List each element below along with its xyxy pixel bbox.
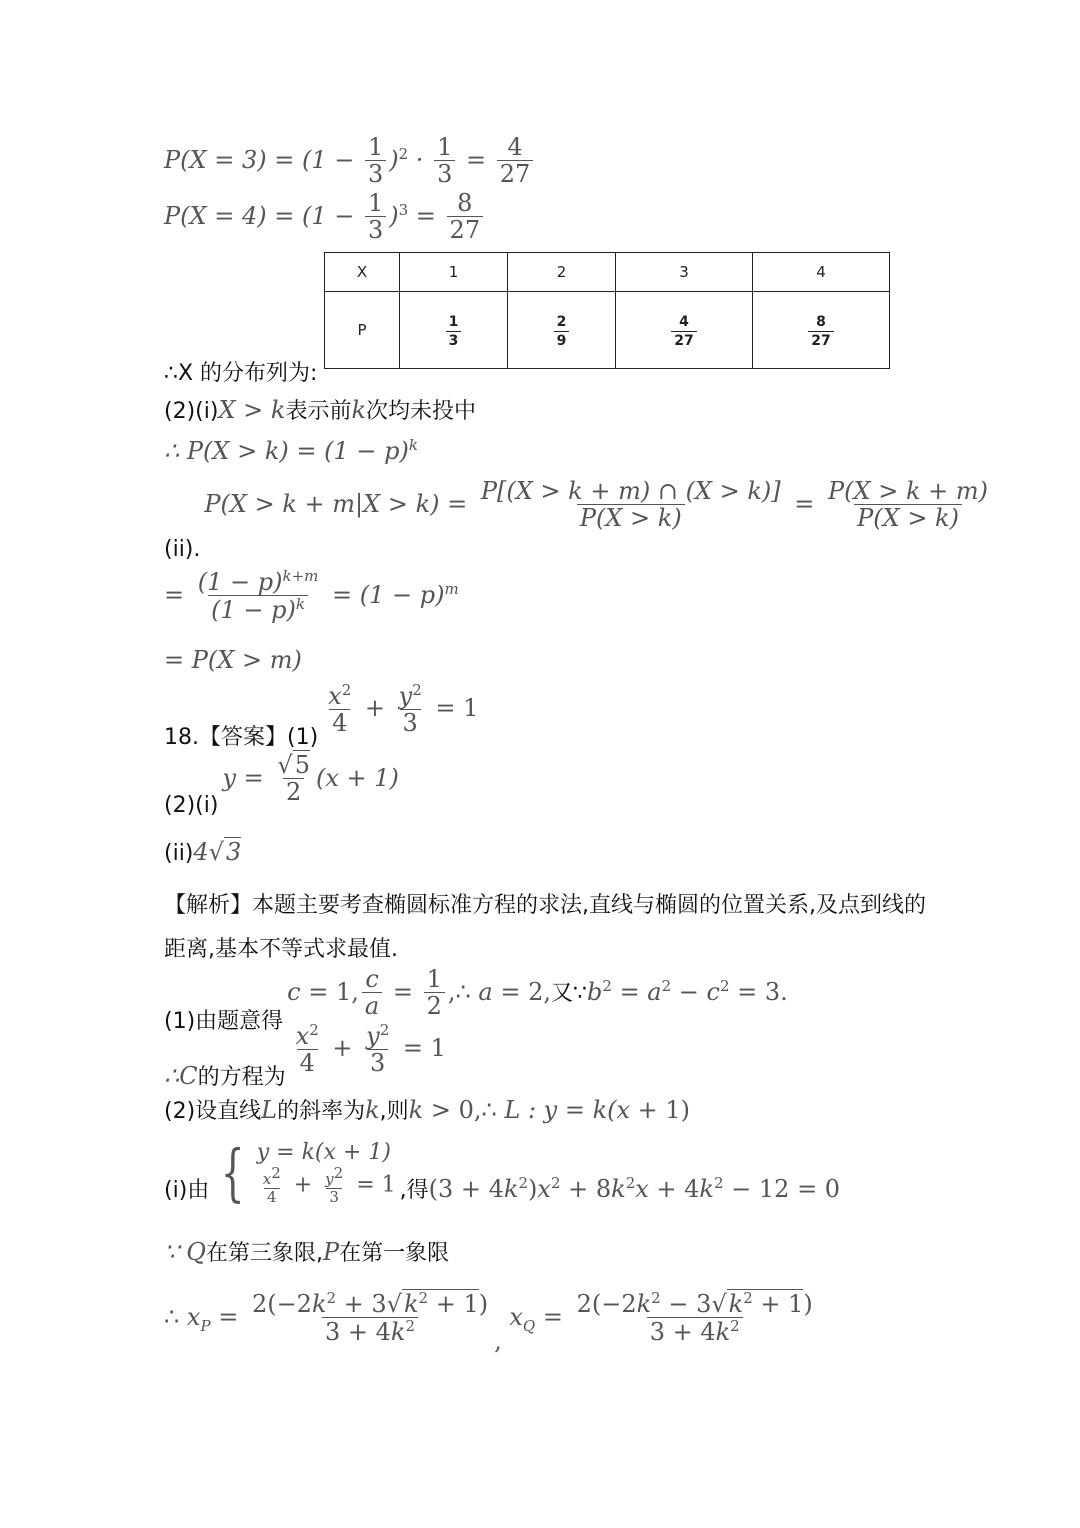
formula-xp-xq: ∴ $x_P$ = $\frac{2(-2k^2 + 3√k^2 + 1)}{3 + 4k^2}$ , $x_Q$ = $\frac{2(-2k^2 - 3√k^2 + 1)}{3 + 4k^2}$ — [164, 1289, 813, 1355]
formula-result: = P(X > m) — [164, 646, 302, 674]
q18-answer-2i: (2)(i) y = $\frac{√5}{2}$ (x + 1) — [164, 751, 399, 818]
table-header-cell: 2 — [508, 253, 616, 292]
part-label: (i)由 — [164, 1177, 210, 1203]
text: 的斜率为 — [277, 1099, 366, 1124]
part-label: (ii) — [164, 841, 194, 866]
text: 在第三象限, — [205, 1241, 323, 1266]
table-cell — [616, 292, 753, 369]
formula-p-greater-k: ∴ $P(X > k) = (1 - p)^k$ — [164, 436, 418, 465]
part-label: (ii). — [164, 536, 201, 562]
table-header-row — [325, 253, 890, 292]
text: 又∵ — [551, 980, 587, 1006]
text: 次均未投中 — [366, 399, 477, 424]
table-cell — [753, 292, 890, 369]
text: 的方程为 — [197, 1065, 286, 1091]
step1-conclusion: ∴C的方程为 $\frac{x^2}{4}$ + $\frac{y^2}{3}$ = 1 — [164, 1021, 446, 1091]
fraction-denominator: 9 — [554, 331, 570, 349]
text: ,得 — [399, 1177, 429, 1203]
text: ,则 — [379, 1099, 409, 1124]
table-header-cell: 4 — [753, 253, 890, 292]
fraction-numerator: 1 — [448, 313, 459, 330]
table-header-cell: 3 — [616, 253, 753, 292]
step1-line: (1)由题意得 c = 1, $\frac{c}{a}$ = $\frac{1}{2}$ ,∴ a = 2,又$\because b^2 = a^2 - c^2 = 3$. — [164, 965, 788, 1034]
q18-answer-2ii: (ii)4√3 — [164, 838, 242, 866]
part2ii-line: (ii). P(X > k + m|X > k) = $\frac{P[(X > k + m) \cap (X > k)]}{P(X > k)}$ = $\frac{P(X > k + m)}{P(X > k)}$ — [164, 477, 989, 562]
fraction-numerator: 4 — [679, 313, 689, 330]
fraction-denominator: 3 — [446, 331, 462, 349]
answer-label: 18.【答案】(1) — [164, 725, 319, 751]
left-brace-icon: { — [221, 1135, 245, 1209]
text: (1)由题意得 — [164, 1008, 284, 1034]
table-cell — [400, 292, 508, 369]
formula-px4: P(X = 4) = (1 − $\frac{1}{3}$ )$^3$ = $\frac{8}{27}$ — [164, 190, 486, 245]
fraction-numerator: 8 — [816, 313, 826, 330]
analysis-line-2: 距离,基本不等式求最值. — [164, 937, 398, 962]
table-row — [325, 292, 890, 369]
fraction-denominator: 27 — [671, 331, 696, 349]
part-label: (2)(i) — [164, 792, 219, 818]
part-label: (2)(i) — [164, 399, 219, 424]
table-header-cell: 1 — [400, 253, 508, 292]
comma: , — [494, 1326, 502, 1355]
distribution-table — [324, 252, 890, 369]
fraction-denominator: 27 — [808, 331, 833, 349]
table-row-label: P — [325, 292, 400, 369]
step-system: (i)由 { y = k(x + 1) $\frac{x^2}{4}$ + $\frac{y^2}{3}$ = 1 ,得$(3 + 4k^2)x^2 + 8k^2x + 4k^2 - 12 = 0$ — [164, 1135, 841, 1209]
text: 在第一象限 — [339, 1241, 450, 1266]
part2i-line: (2)(i)X > k表示前k次均未投中 — [164, 396, 477, 424]
q18-answer-1: 18.【答案】(1) $\frac{x^2}{4}$ + $\frac{y^2}{3}$ = 1 — [164, 681, 479, 751]
step2-line: (2)设直线L的斜率为k,则k > 0,∴ L : y = k(x + 1) — [164, 1096, 691, 1124]
table-intro: ∴X 的分布列为: — [164, 361, 318, 386]
fraction-numerator: 2 — [556, 313, 567, 330]
text: 表示前 — [285, 399, 352, 424]
table-cell — [508, 292, 616, 369]
formula-simplify: = $\frac{(1 - p)^{k+m}}{(1 - p)^k}$ = $(1 - p)^m$ — [164, 567, 459, 625]
text: (2)设直线 — [164, 1099, 262, 1124]
formula-px3: P(X = 3) = (1 − $\frac{1}{3}$ )$^2$ · $\frac{1}{3}$ = $\frac{4}{27}$ — [164, 134, 536, 189]
quadrant-line: ∵ Q在第三象限,P在第一象限 — [164, 1238, 450, 1266]
analysis-line-1: 【解析】本题主要考查椭圆标准方程的求法,直线与椭圆的位置关系,及点到线的 — [164, 893, 926, 918]
table-header-cell: X — [325, 253, 400, 292]
